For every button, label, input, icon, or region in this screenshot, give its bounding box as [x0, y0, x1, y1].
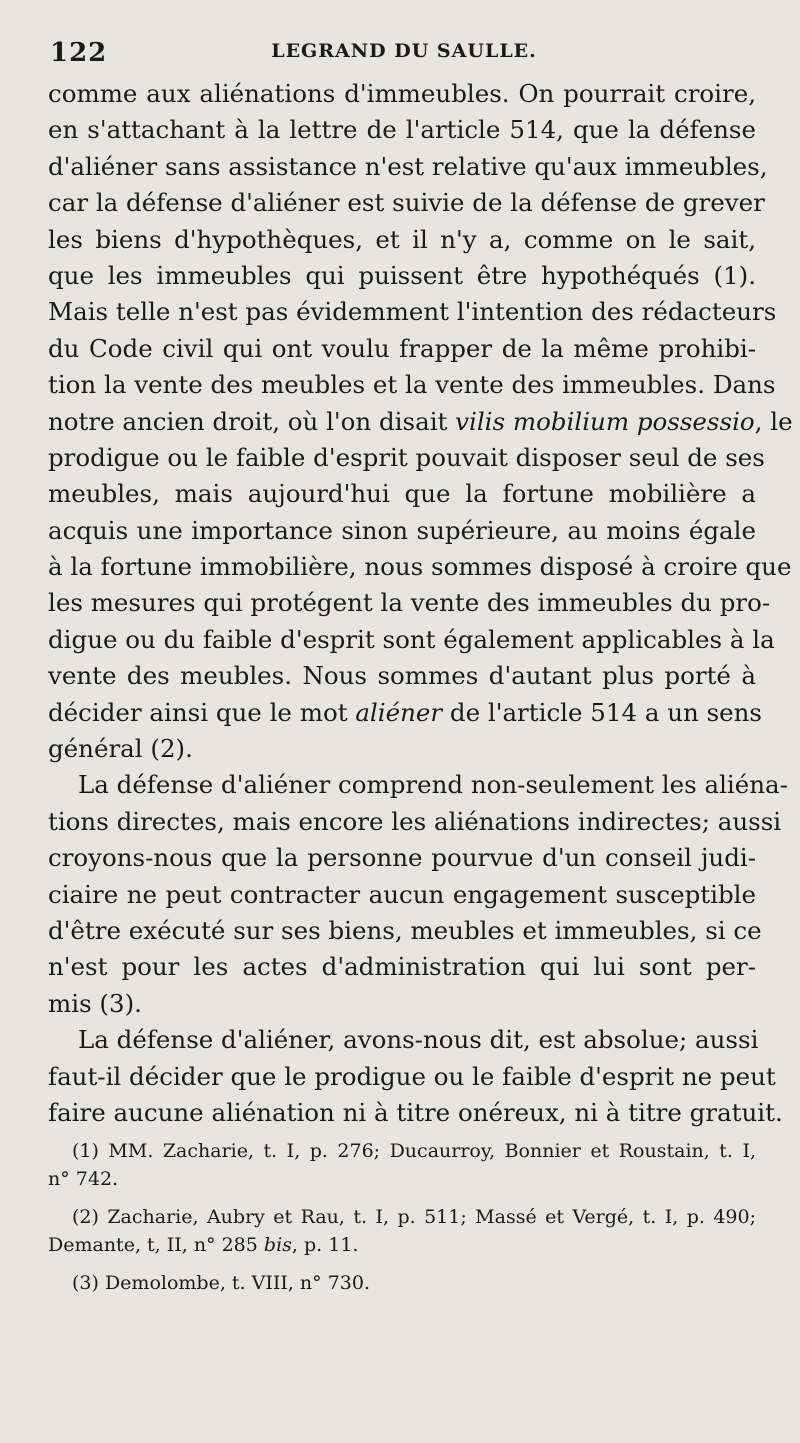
text-segment: notre ancien droit, où l'on disait: [48, 406, 456, 436]
footnote-line: (1) MM. Zacharie, t. I, p. 276; Ducaurroy, Bonnier et Roustain, t. I,: [72, 1140, 756, 1162]
text-segment: Demante, t, II, n° 285: [48, 1234, 264, 1256]
footnote-line: [48, 1231, 756, 1259]
text-segment: , p. 11.: [291, 1234, 359, 1256]
text-line: général (2).: [48, 734, 193, 764]
text-line: à la fortune immobilière, nous sommes disposé à croire que: [48, 552, 792, 582]
footnote-gap: [48, 1259, 756, 1269]
text-line: car la défense d'aliéner est suivie de la défense de grever: [48, 188, 765, 218]
text-line: ciaire ne peut contracter aucun engagement susceptible: [48, 879, 756, 909]
footnote-1: [48, 1137, 756, 1193]
running-head: LEGRAND DU SAULLE.: [271, 40, 537, 62]
footnote-line: n° 742.: [48, 1168, 119, 1190]
text-line: prodigue ou le faible d'esprit pouvait disposer seul de ses: [48, 442, 765, 472]
text-line: les mesures qui protégent la vente des immeubles du pro-: [48, 588, 771, 618]
text-line: La défense d'aliéner, avons-nous dit, est absolue; aussi: [78, 1025, 759, 1055]
text-line: en s'attachant à la lettre de l'article 514, que la défense: [48, 115, 756, 145]
text-segment: décider ainsi que le mot: [48, 697, 356, 727]
text-line: acquis une importance sinon supérieure, au moins égale: [48, 515, 756, 545]
paragraph-3: [48, 1022, 783, 1131]
text-line: d'aliéner sans assistance n'est relative qu'aux immeubles,: [48, 151, 768, 181]
text-line: du Code civil qui ont voulu frapper de la même prohibi-: [48, 333, 756, 363]
text-line: n'est pour les actes d'administration qui lui sont per-: [48, 952, 756, 982]
italic-term: bis: [263, 1234, 292, 1256]
text-line: Mais telle n'est pas évidemment l'intention des rédacteurs: [48, 297, 777, 327]
text-line: mis (3).: [48, 988, 142, 1018]
text-line: comme aux aliénations d'immeubles. On pourrait croire,: [48, 79, 756, 108]
text-line: tions directes, mais encore les aliénations indirectes; aussi: [48, 806, 782, 836]
text-line: croyons-nous que la personne pourvue d'un conseil judi-: [48, 843, 756, 873]
text-line: [48, 404, 793, 440]
italic-term: aliéner: [355, 697, 443, 727]
text-segment: , le: [754, 406, 793, 436]
text-segment: de l'article 514 a un sens: [442, 697, 762, 727]
text-line: les biens d'hypothèques, et il n'y a, comme on le sait,: [48, 224, 756, 254]
text-line: vente des meubles. Nous sommes d'autant plus porté à: [48, 661, 756, 691]
page-number: 122: [50, 38, 108, 68]
text-line: tion la vente des meubles et la vente des immeubles. Dans: [48, 370, 776, 400]
text-line: que les immeubles qui puissent être hypothéqués (1).: [48, 260, 756, 290]
text-line: d'être exécuté sur ses biens, meubles et immeubles, si ce: [48, 915, 762, 945]
text-line: digue ou du faible d'esprit sont également applicables à la: [48, 624, 775, 654]
body-text: [48, 76, 793, 1131]
text-line: faut-il décider que le prodigue ou le faible d'esprit ne peut: [48, 1061, 776, 1091]
paragraph-1: [48, 76, 793, 767]
footnote-gap: [48, 1193, 756, 1203]
footnote-line: (3) Demolombe, t. VIII, n° 730.: [72, 1272, 371, 1294]
text-line: La défense d'aliéner comprend non-seulement les aliéna-: [78, 770, 788, 800]
footnote-line: (2) Zacharie, Aubry et Rau, t. I, p. 511; Massé et Vergé, t. I, p. 490;: [72, 1206, 756, 1228]
footnote-2: [48, 1203, 756, 1259]
text-line: faire aucune aliénation ni à titre onéreux, ni à titre gratuit.: [48, 1097, 783, 1127]
text-line: [48, 695, 762, 731]
paragraph-2: [48, 767, 788, 1022]
italic-term: vilis mobilium possessio: [455, 406, 755, 436]
page-header: [50, 38, 758, 78]
text-line: meubles, mais aujourd'hui que la fortune mobilière a: [48, 479, 756, 509]
footnote-3: [48, 1269, 756, 1297]
footnotes: [48, 1137, 756, 1297]
